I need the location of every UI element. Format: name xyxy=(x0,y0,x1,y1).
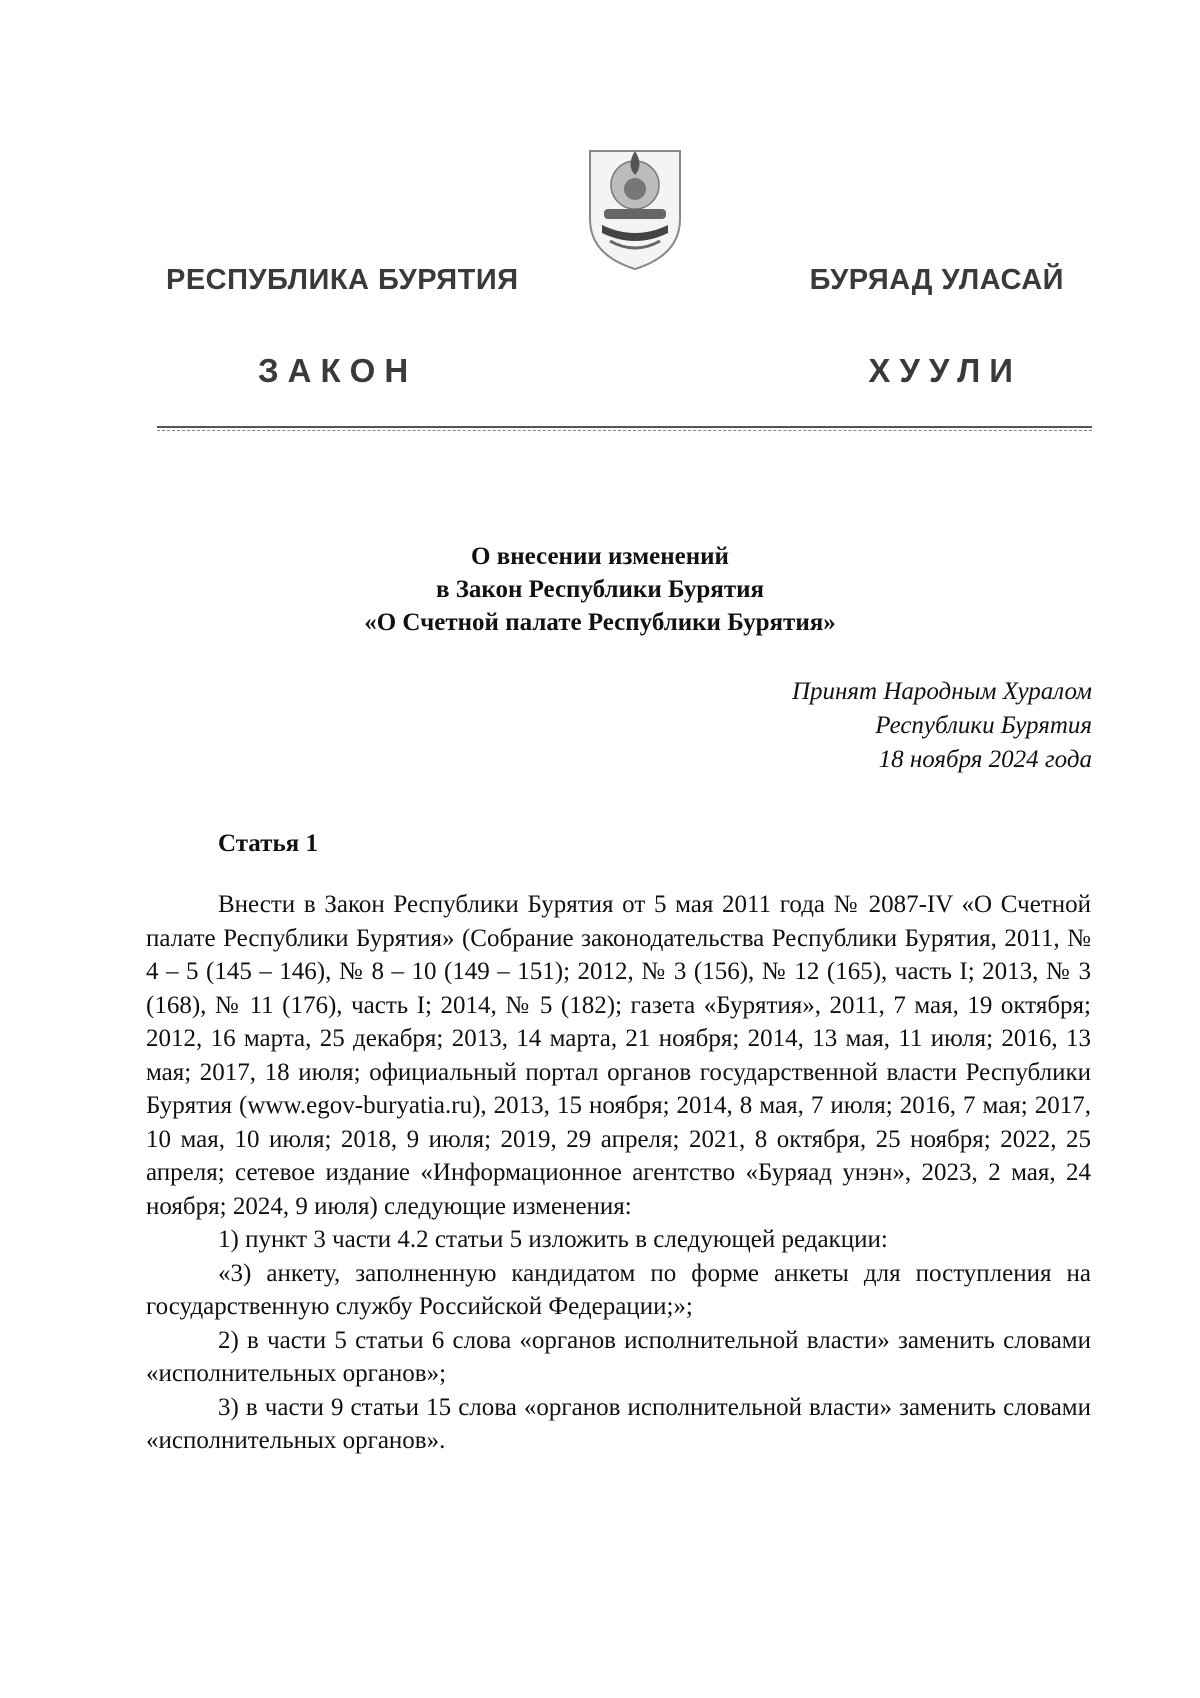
article-heading: Статья 1 xyxy=(218,830,318,857)
republic-title-bua: БУРЯАД УЛАСАЙ xyxy=(809,264,1064,296)
article-paragraph: 1) пункт 3 части 4.2 статьи 5 изложить в следующей редакции: xyxy=(218,1226,888,1253)
header-divider xyxy=(157,426,1092,428)
law-title-line-2: в Закон Республики Бурятия xyxy=(435,576,765,603)
article-paragraph: «3) анкету, заполненную кандидатом по форме анкеты для поступления на государственную службу Российской Федерации;»; xyxy=(146,1259,1091,1320)
header-divider-dashed xyxy=(157,430,1092,431)
law-title xyxy=(200,540,1000,639)
article-body xyxy=(146,888,1091,1458)
adoption-note xyxy=(792,675,1092,777)
coat-of-arms-icon xyxy=(586,145,684,273)
article-paragraph: 3) в части 9 статьи 15 слова «органов исполнительной власти» заменить словами «исполнительных органов». xyxy=(146,1393,1091,1454)
law-title-line-1: О внесении изменений xyxy=(471,543,729,570)
law-label-bua: ХУУЛИ xyxy=(868,352,1022,389)
republic-title-ru: РЕСПУБЛИКА БУРЯТИЯ xyxy=(166,264,519,296)
article-paragraph: Внести в Закон Республики Бурятия от 5 мая 2011 года № 2087-IV «О Счетной палате Республики Бурятия» (Собрание законодательства Республики Бурятия, 2011, № 4 – 5 (145 – 146), № 8 – 10 (149 – 151); 2012, № 3 (156), № 12 (165), часть I; 2013, № 3 (168), № 11 (176), часть I; 2014, № 5 (182); газета «Бурятия», 2011, 7 мая, 19 октября; 2012, 16 марта, 25 декабря; 2013, 14 марта, 21 ноября; 2014, 13 мая, 11 июля; 2016, 13 мая; 2017, 18 июля; официальный портал органов государственной власти Республики Бурятия (www.egov-buryatia.ru), 2013, 15 ноября; 2014, 8 мая, 7 июля; 2016, 7 мая; 2017, 10 мая, 10 июля; 2018, 9 июля; 2019, 29 апреля; 2021, 8 октября, 25 ноября; 2022, 25 апреля; сетевое издание «Информационное агентство «Буряад унэн», 2023, 2 мая, 24 ноября; 2024, 9 июля) следующие изменения: xyxy=(146,891,1091,1220)
adoption-line-2: Республики Бурятия xyxy=(875,712,1092,739)
law-title-line-3: «О Счетной палате Республики Бурятия» xyxy=(364,609,836,636)
article-paragraph: 2) в части 5 статьи 6 слова «органов исполнительной власти» заменить словами «исполнительных органов»; xyxy=(146,1326,1091,1387)
law-label-ru: ЗАКОН xyxy=(258,352,418,389)
adoption-date: 18 ноября 2024 года xyxy=(878,746,1092,773)
adoption-line-1: Принят Народным Хуралом xyxy=(791,678,1092,705)
